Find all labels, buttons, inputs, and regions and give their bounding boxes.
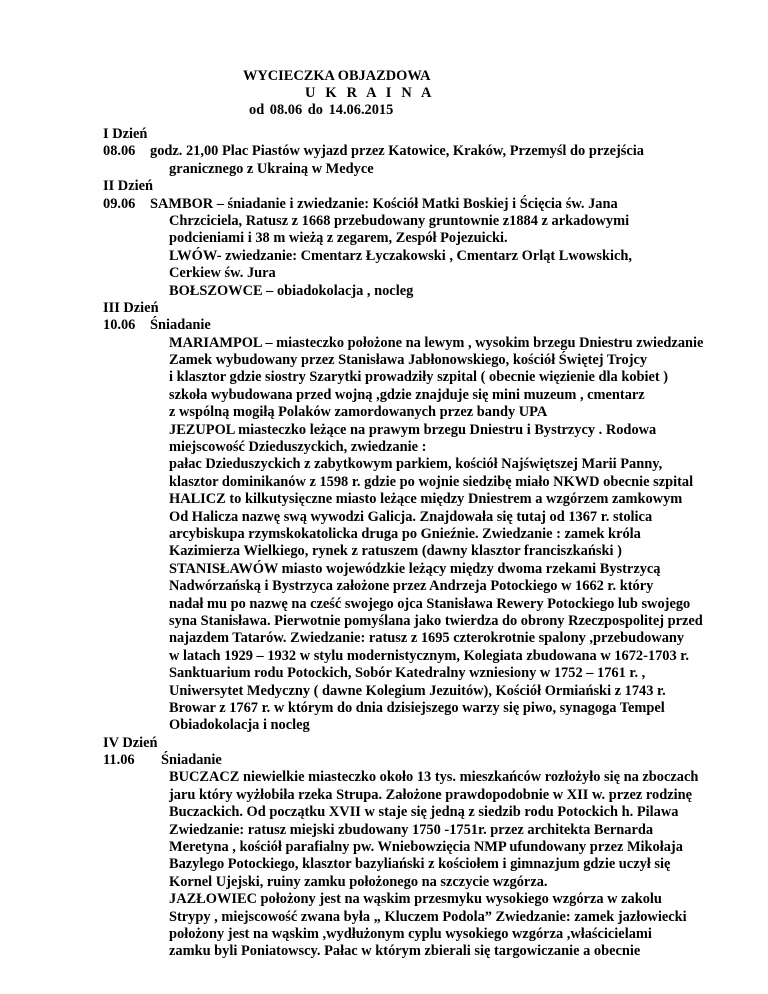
itinerary-line: zamku byli Poniatowscy. Pałac w którym zbierali się targowiczanie a obecnie [169, 943, 641, 960]
itinerary-line: podcieniami i 38 m wieżą z zegarem, Zespół Pojezuicki. [169, 230, 508, 247]
itinerary-line: Cerkiew św. Jura [169, 265, 276, 282]
title-line-1: WYCIECZKA OBJAZDOWA [243, 68, 431, 84]
day-heading: IV Dzień [103, 734, 158, 751]
itinerary-line: jaru który wyżłobiła rzeka Strupa. Założone prawdopodobnie w XII w. przez rodzinę [169, 786, 692, 803]
itinerary-line: HALICZ to kilkutysięczne miasto leżące między Dniestrem a wzgórzem zamkowym [169, 491, 683, 508]
itinerary-line: JAZŁOWIEC położony jest na wąskim przesmyku wysokiego wzgórza w zakolu [169, 891, 662, 908]
itinerary-line: Uniwersytet Medyczny ( dawne Kolegium Jezuitów), Kościół Ormiański z 1743 r. [169, 682, 666, 699]
itinerary-line: szkoła wybudowana przed wojną ,gdzie znajduje się mini muzeum , cmentarz [169, 386, 645, 403]
itinerary-line: Sanktuarium rodu Potockich, Sobór Katedralny wzniesiony w 1752 – 1761 r. , [169, 665, 646, 682]
itinerary-line: Buczackich. Od początku XVII w staje się jedną z siedzib rodu Potockich h. Pilawa [169, 804, 679, 821]
itinerary-line: BUCZACZ niewielkie miasteczko około 13 tys. mieszkańców rozłożyło się na zboczach [169, 769, 699, 786]
itinerary-line: z wspólną mogiłą Polaków zamordowanych przez bandy UPA [169, 404, 548, 421]
day-date: 08.06 [103, 143, 136, 160]
line-text: Śniadanie [150, 317, 211, 334]
itinerary-line: Strypy , miejscowość zwana była „ Kluczem Podola” Zwiedzanie: zamek jazłowiecki [169, 908, 687, 925]
itinerary-line: arcybiskupa rzymskokatolicka druga po Gnieźnie. Zwiedzanie : zamek króla [169, 525, 641, 542]
day-date: 11.06 [103, 752, 135, 769]
itinerary-line: najazdem Tatarów. Zwiedzanie: ratusz z 1695 czterokrotnie spalony ,przebudowany [169, 630, 685, 647]
itinerary-line: MARIAMPOL – miasteczko położone na lewym , wysokim brzegu Dniestru zwiedzanie [169, 334, 704, 351]
line-text: Śniadanie [161, 752, 222, 769]
itinerary-line: granicznego z Ukrainą w Medyce [169, 160, 374, 177]
itinerary-line: położony jest na wąskim ,wydłużonym cyplu wysokiego wzgórza ,właścicielami [169, 925, 652, 942]
itinerary-line: JEZUPOL miasteczko leżące na prawym brzegu Dniestru i Bystrzycy . Rodowa [169, 421, 657, 438]
itinerary-line: klasztor dominikanów z 1598 r. gdzie po wojnie siedzibę miało NKWD obecnie szpital [169, 473, 694, 490]
itinerary-line: Zwiedzanie: ratusz miejski zbudowany 1750 -1751r. przez architekta Bernarda [169, 821, 654, 838]
line-text: godz. 21,00 Plac Piastów wyjazd przez Katowice, Kraków, Przemyśl do przejścia [150, 143, 644, 160]
itinerary-line: Chrzciciela, Ratusz z 1668 przebudowany gruntownie z1884 z arkadowymi [169, 212, 630, 229]
day-heading: III Dzień [103, 299, 159, 316]
itinerary-line: Nadwórzańską i Bystrzyca założone przez Andrzeja Potockiego w 1662 r. który [169, 578, 654, 595]
day-heading: II Dzień [103, 178, 153, 195]
itinerary-line: nadał mu po nazwę na cześć swojego ojca Stanisława Rewery Potockiego lub swojego [169, 595, 691, 612]
itinerary-line [103, 143, 738, 160]
day-date: 09.06 [103, 195, 136, 212]
itinerary-line [103, 196, 738, 213]
itinerary-line: Browar z 1767 r. w którym do dnia dzisiejszego warzy się piwo, synagoga Tempel [169, 699, 665, 716]
itinerary-line: Obiadokolacja i nocleg [169, 717, 310, 734]
itinerary-line: Bazylego Potockiego, klasztor bazyliański z kościołem i gimnazjum gdzie uczył się [169, 856, 671, 873]
itinerary-line: miejscowość Dzieduszyckich, zwiedzanie : [169, 439, 427, 456]
itinerary-line: Od Halicza nazwę swą wywodzi Galicja. Znajdowała się tutaj od 1367 r. stolica [169, 508, 653, 525]
day-heading: I Dzień [103, 126, 148, 142]
title-line-3: od 08.06 do 14.06.2015 [249, 102, 394, 118]
itinerary-line: Kornel Ujejski, ruiny zamku położonego na szczycie wzgórza. [169, 873, 548, 890]
itinerary-line: LWÓW- zwiedzanie: Cmentarz Łyczakowski , Cmentarz Orląt Lwowskich, [169, 247, 632, 264]
itinerary [103, 126, 738, 961]
itinerary-line: w latach 1929 – 1932 w stylu modernistycznym, Kolegiata zbudowana w 1672-1703 r. [169, 647, 689, 664]
itinerary-line: Meretyna , kościół parafialny pw. Wniebowzięcia NMP ufundowany przez Mikołaja [169, 839, 683, 856]
itinerary-line: syna Stanisława. Pierwotnie pomyślana jako twierdza do obrony Rzeczpospolitej przed [169, 612, 703, 629]
itinerary-line: i klasztor gdzie siostry Szarytki prowadziły szpital ( obecnie więzienie dla kobiet ) [169, 369, 669, 386]
title-line-2: U K R A I N A [305, 85, 435, 101]
itinerary-line: BOŁSZOWCE – obiadokolacja , nocleg [169, 282, 414, 299]
itinerary-line: pałac Dzieduszyckich z zabytkowym parkiem, kościół Najświętszej Marii Panny, [169, 456, 663, 473]
itinerary-line: Zamek wybudowany przez Stanisława Jabłonowskiego, kościół Świętej Trojcy [169, 352, 648, 369]
itinerary-line [103, 317, 738, 334]
line-text: SAMBOR – śniadanie i zwiedzanie: Kościół Matki Boskiej i Ścięcia św. Jana [150, 195, 618, 212]
itinerary-line [103, 752, 738, 769]
day-date: 10.06 [103, 317, 136, 334]
itinerary-line: STANISŁAWÓW miasto wojewódzkie leżący między dwoma rzekami Bystrzycą [169, 560, 661, 577]
itinerary-line: Kazimierza Wielkiego, rynek z ratuszem (dawny klasztor franciszkański ) [169, 543, 622, 560]
